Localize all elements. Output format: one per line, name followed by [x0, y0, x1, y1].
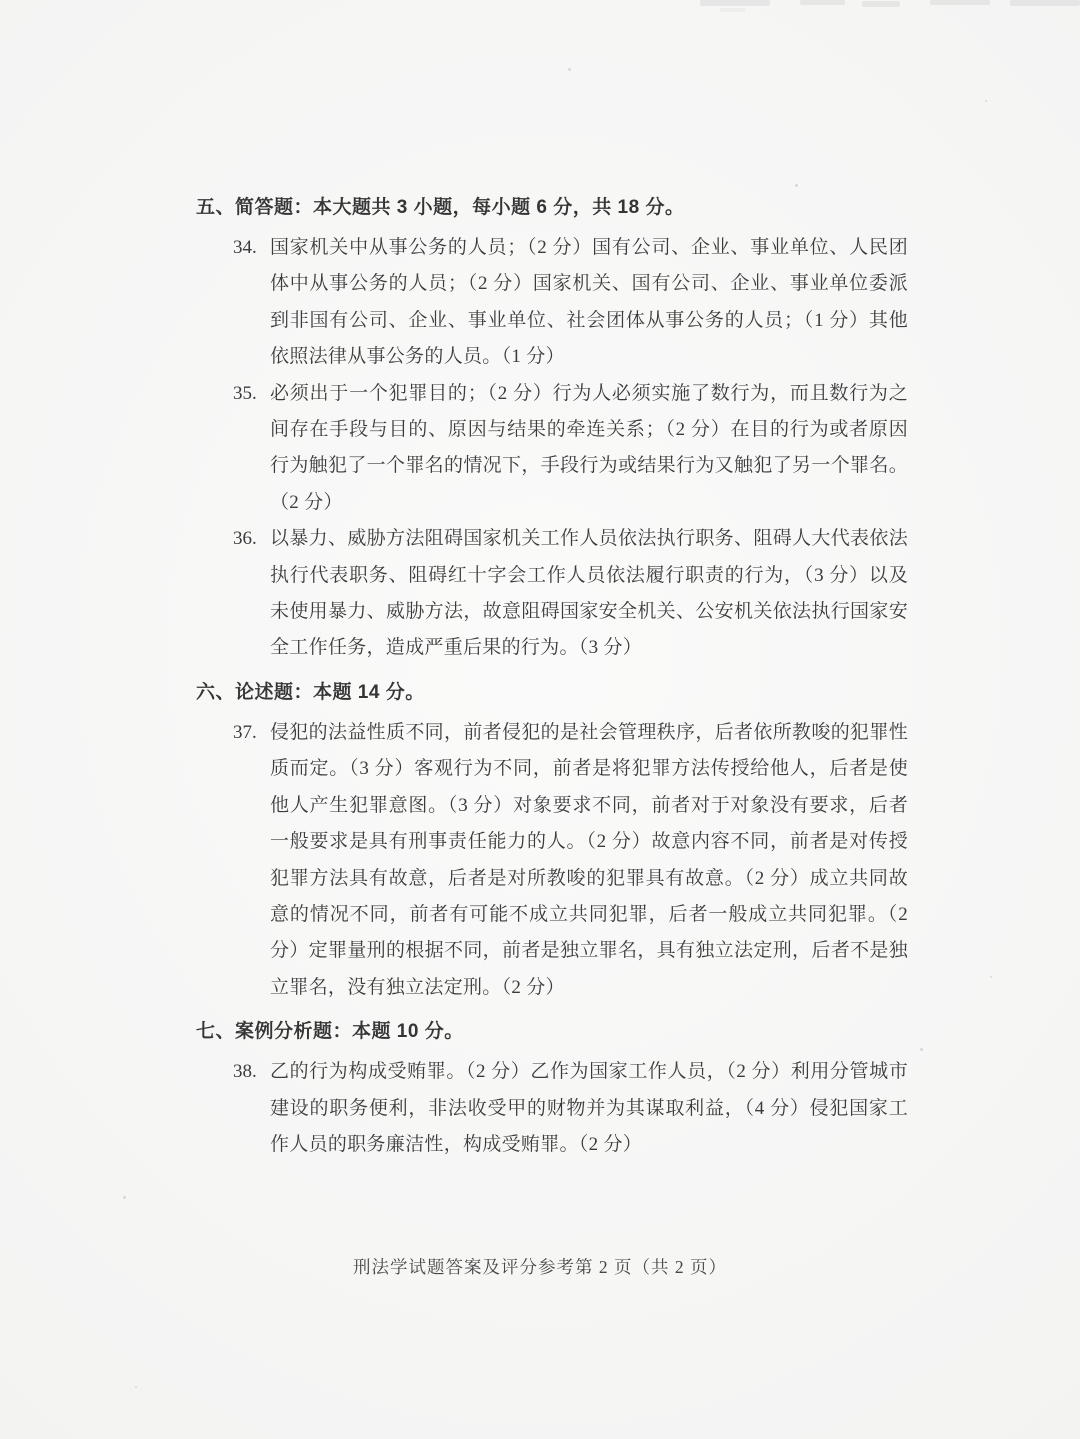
item-number: 34. — [233, 237, 257, 258]
item-text: 侵犯的法益性质不同，前者侵犯的是社会管理秩序，后者依所教唆的犯罪性质而定。（3 分）客观行为不同，前者是将犯罪方法传授给他人，后者是使他人产生犯罪意图。（3 分）对象要求不同，前者对于对象没有要求，后者一般要求是具有刑事责任能力的人。（2 分）故意内容不同，前者是对传授犯罪方法具有故意，后者是对所教唆的犯罪具有故意。（2 分）成立共同故意的情况不同，前者有可能不成立共同犯罪，后者一般成立共同犯罪。（2 分）定罪量刑的根据不同，前者是独立罪名，具有独立法定刑，后者不是独立罪名，没有独立法定刑。（2 分） — [270, 721, 908, 998]
scan-smudge — [720, 8, 746, 12]
scan-speck — [985, 100, 987, 102]
answer-key-body — [196, 193, 908, 1163]
section-heading: 七、案例分析题：本题 10 分。 — [196, 1021, 464, 1043]
item-number: 38. — [233, 1061, 257, 1083]
item-number: 35. — [233, 382, 257, 404]
item-text: 以暴力、威胁方法阻碍国家机关工作人员依法执行职务、阻碍人大代表依法执行代表职务、阻碍红十字会工作人员依法履行职责的行为，（3 分）以及未使用暴力、威胁方法，故意阻碍国家安全机关、公安机关依法执行国家安全工作任务，造成严重后果的行为。（3 分） — [270, 528, 908, 659]
section-heading: 五、简答题：本大题共 3 小题，每小题 6 分，共 18 分。 — [196, 197, 685, 218]
exam-section — [196, 678, 908, 1006]
section-items — [196, 1054, 908, 1163]
exam-section — [196, 1017, 908, 1163]
section-heading: 六、论述题：本题 14 分。 — [196, 681, 425, 703]
item-text: 乙的行为构成受贿罪。（2 分）乙作为国家工作人员，（2 分）利用分管城市建设的职务便利，非法收受甲的财物并为其谋取利益，（4 分）侵犯国家工作人员的职务廉洁性，构成受贿罪。（2 分） — [270, 1061, 908, 1155]
section-items — [196, 230, 908, 667]
answer-item — [196, 715, 908, 1006]
scan-speck — [920, 1048, 923, 1051]
answer-item — [196, 230, 908, 376]
answer-item — [196, 1054, 908, 1163]
scan-smudge — [862, 1, 900, 7]
answer-item — [196, 376, 908, 522]
item-number: 36. — [233, 528, 257, 550]
scan-smudge — [930, 0, 990, 5]
answer-item — [196, 521, 908, 667]
scan-speck — [990, 976, 992, 978]
page-footer: 刑法学试题答案及评分参考第 2 页（共 2 页） — [353, 1257, 727, 1277]
section-items — [196, 715, 908, 1006]
item-text: 国家机关中从事公务的人员；（2 分）国有公司、企业、事业单位、人民团体中从事公务的人员；（2 分）国家机关、国有公司、企业、事业单位委派到非国有公司、企业、事业单位、社会团体从事公务的人员；（1 分）其他依照法律从事公务的人员。（1 分） — [270, 237, 908, 368]
exam-section — [196, 193, 908, 667]
scan-smudge — [700, 0, 770, 6]
scan-smudge — [800, 0, 845, 5]
item-number: 37. — [233, 721, 257, 743]
scan-speck — [568, 68, 571, 71]
scan-speck — [123, 1196, 126, 1199]
item-text: 必须出于一个犯罪目的；（2 分）行为人必须实施了数行为，而且数行为之间存在手段与目的、原因与结果的牵连关系；（2 分）在目的行为或者原因行为触犯了一个罪名的情况下，手段行为或结果行为又触犯了另一个罪名。（2 分） — [270, 382, 908, 513]
scan-speck — [795, 184, 798, 187]
scan-smudge — [1010, 0, 1080, 6]
scan-speck — [135, 1386, 137, 1388]
